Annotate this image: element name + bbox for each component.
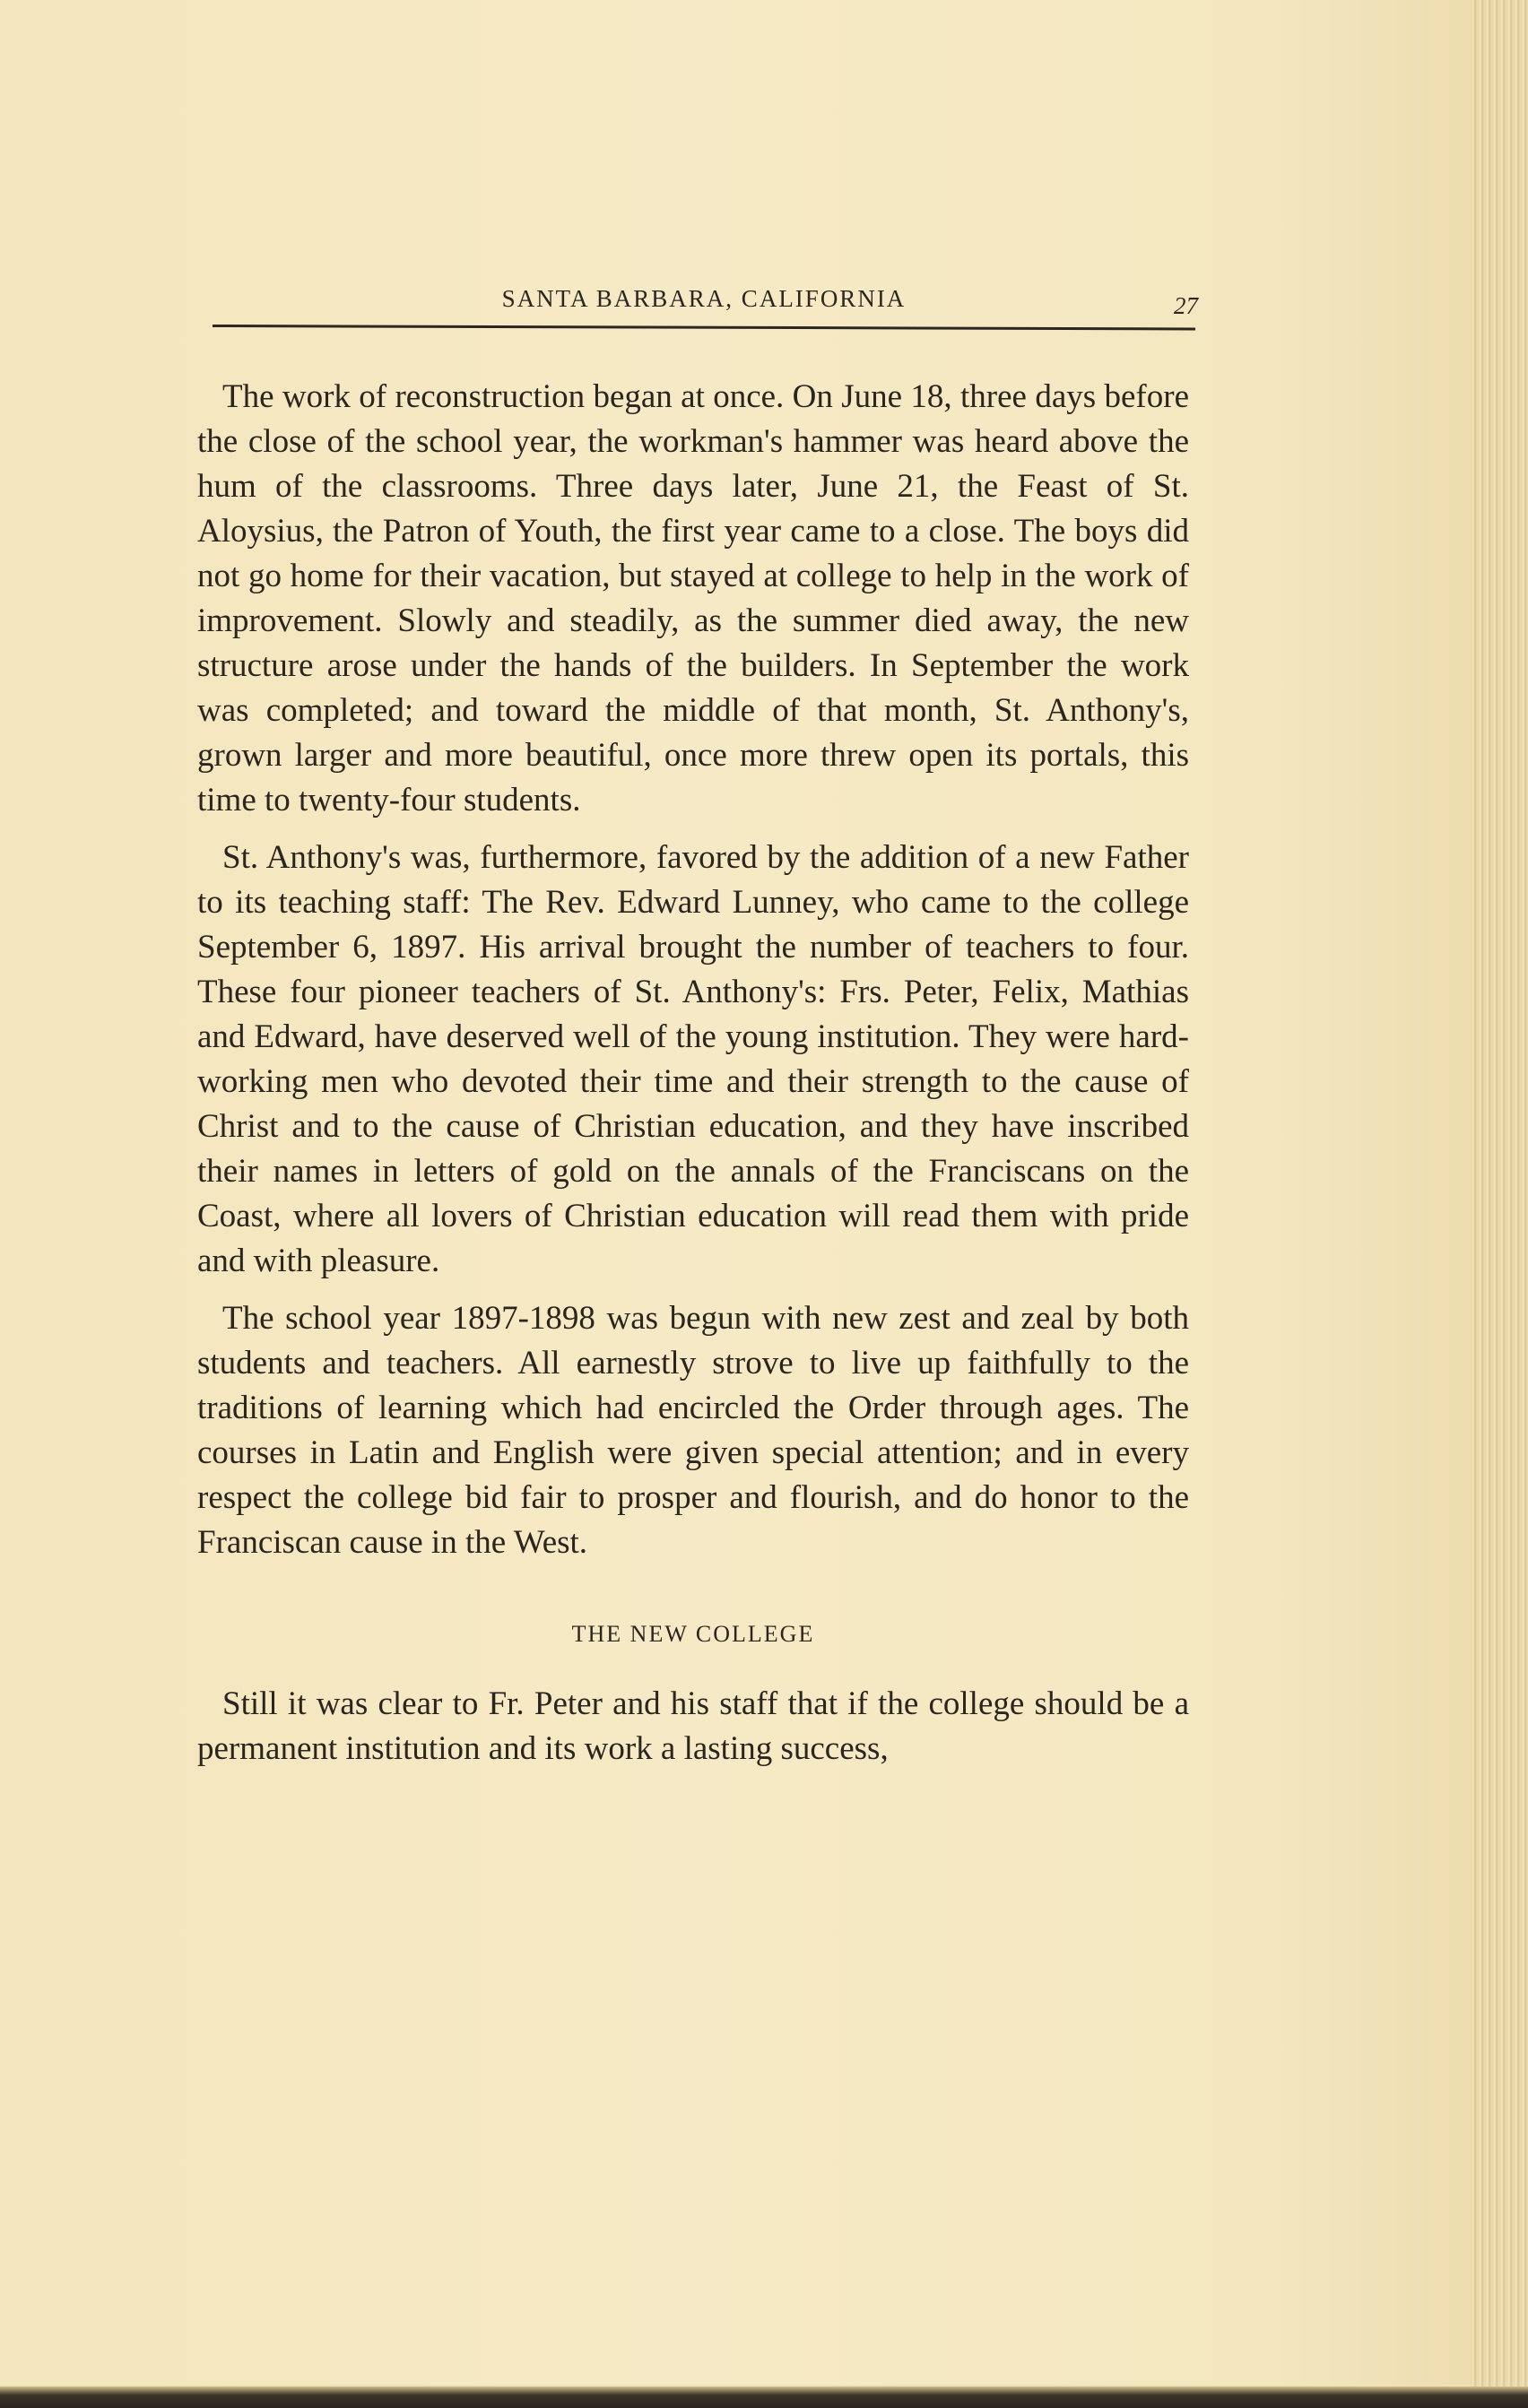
page-number: 27 [1174,292,1198,319]
paragraph: The work of reconstruction began at once. On June 18, three days before the close of the school year, the workman's hammer was heard above the hum of the classrooms. Three days later, June 21, the Feast of St. Aloysius, the Patron of Youth, the first year came to a close. The boys did not go home for their vacation, but stayed at college to help in the work of improvement. Slowly and steadily, as the summer died away, the new structure arose under the hands of the builders. In September the work was completed; and toward the middle of that month, St. Anthony's, grown larger and more beautiful, once more threw open its portals, this time to twenty-four students. [197,378,1189,819]
running-head-rule [213,325,1195,330]
section-heading: THE NEW COLLEGE [571,1621,815,1647]
paragraph: Still it was clear to Fr. Peter and his staff that if the college should be a permanent institution and its work a lasting success, [197,1685,1189,1767]
running-head [213,280,1198,325]
running-head-title: SANTA BARBARA, CALIFORNIA [501,285,907,312]
book-bottom-edge [0,2386,1528,2408]
paragraph: St. Anthony's was, furthermore, favored by the addition of a new Father to its teaching staff: The Rev. Edward Lunney, who came to the college September 6, 1897. His arrival brought the number of teachers to four. These four pioneer teachers of St. Anthony's: Frs. Peter, Felix, Mathias and Edward, have deserved well of the young institution. They were hard-working men who devoted their time and their strength to the cause of Christ and to the cause of Christian education, and they have inscribed their names in letters of gold on the annals of the Franciscans on the Coast, where all lovers of Christian education will read them with pride and with pleasure. [197,839,1189,1279]
paragraph: The school year 1897-1898 was begun with new zest and zeal by both students and teachers. All earnestly strove to live up faithfully to the traditions of learning which had encircled the Order through ages. The courses in Latin and English were given special attention; and in every respect the college bid fair to prosper and flourish, and do honor to the Franciscan cause in the West. [197,1300,1189,1561]
body-text [197,375,1189,1784]
page-stack-edge [1471,0,1528,2408]
